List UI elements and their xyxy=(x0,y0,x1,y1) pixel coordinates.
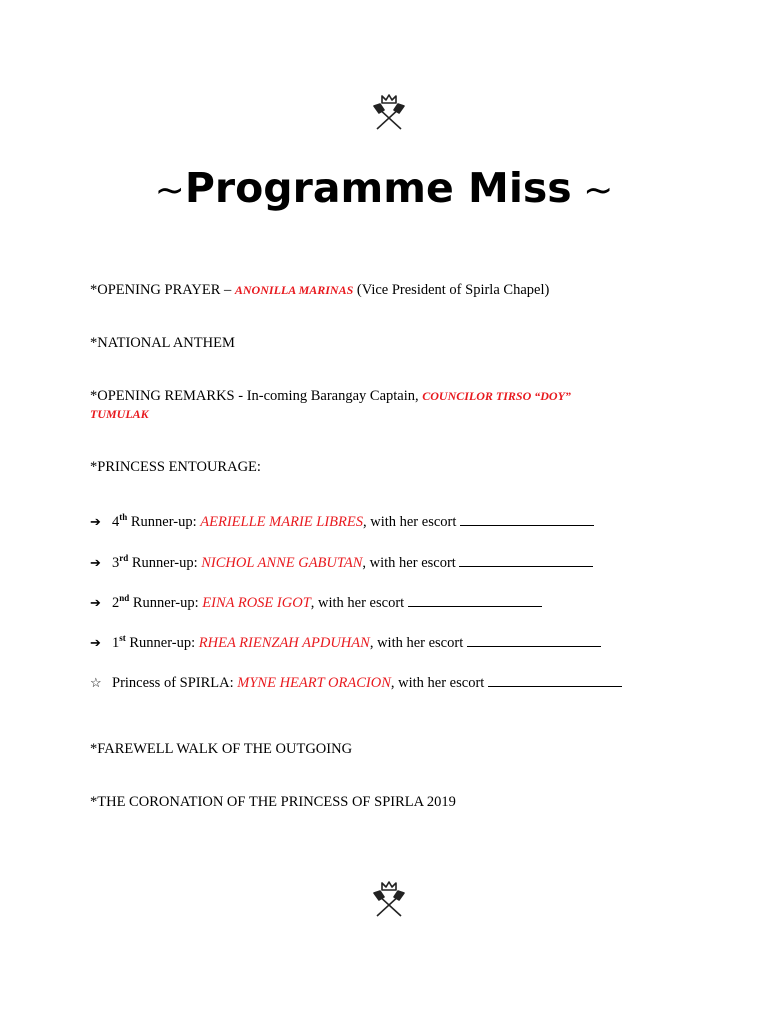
crown-crossed-axes-icon xyxy=(369,880,409,920)
contestant-name: MYNE HEART ORACION xyxy=(237,675,391,691)
entourage-row xyxy=(90,553,593,572)
arrow-bullet-icon: ➔ xyxy=(90,594,101,610)
farewell-walk-line: *FAREWELL WALK OF THE OUTGOING xyxy=(90,741,353,757)
contestant-name: RHEA RIENZAH APDUHAN xyxy=(198,634,370,651)
rank-number: 1 xyxy=(112,634,120,651)
escort-blank xyxy=(459,554,593,567)
crown-crossed-axes-icon xyxy=(369,93,409,133)
opening-prayer-label: *OPENING PRAYER – xyxy=(90,282,235,298)
page-title xyxy=(0,164,768,212)
title-text: Programme Miss xyxy=(184,164,572,212)
escort-blank xyxy=(488,674,622,687)
opening-remarks-line xyxy=(90,388,571,405)
rank-label: Princess of SPIRLA: xyxy=(112,675,238,691)
escort-label: , with her escort xyxy=(362,554,460,571)
rank-label: Runner-up: xyxy=(127,513,201,530)
arrow-bullet-icon: ➔ xyxy=(90,554,101,570)
entourage-row xyxy=(90,593,542,612)
rank-suffix: st xyxy=(119,633,126,643)
arrow-bullet-icon: ➔ xyxy=(90,634,101,650)
escort-label: , with her escort xyxy=(369,634,467,651)
rank-number: 3 xyxy=(112,554,120,571)
opening-prayer-name: ANONILLA MARINAS xyxy=(234,283,354,297)
opening-remarks-line-2 xyxy=(90,406,149,423)
rank-number: 4 xyxy=(112,513,120,530)
opening-remarks-name: COUNCILOR TIRSO “DOY” xyxy=(422,389,571,403)
entourage-row xyxy=(90,633,601,652)
escort-label: , with her escort xyxy=(310,594,408,611)
arrow-bullet-icon: ➔ xyxy=(90,513,101,529)
star-bullet-icon: ☆ xyxy=(90,675,102,690)
entourage-row-princess xyxy=(90,674,622,692)
national-anthem-line: *NATIONAL ANTHEM xyxy=(90,335,235,351)
opening-prayer-note: (Vice President of Spirla Chapel) xyxy=(353,282,550,298)
opening-remarks-name-cont: TUMULAK xyxy=(90,407,149,421)
rank-label: Runner-up: xyxy=(129,594,203,611)
contestant-name: EINA ROSE IGOT xyxy=(202,594,311,611)
rank-number: 2 xyxy=(112,594,120,611)
rank-suffix: nd xyxy=(119,593,130,603)
escort-label: , with her escort xyxy=(390,675,488,691)
opening-prayer-line xyxy=(90,282,549,299)
princess-entourage-heading: *PRINCESS ENTOURAGE: xyxy=(90,459,261,475)
rank-suffix: rd xyxy=(119,553,129,563)
contestant-name: NICHOL ANNE GABUTAN xyxy=(201,554,363,571)
escort-label: , with her escort xyxy=(362,513,461,530)
escort-blank xyxy=(467,634,601,647)
escort-blank xyxy=(408,594,542,607)
title-suffix: ~ xyxy=(571,170,614,211)
title-prefix: ~ xyxy=(154,170,185,211)
rank-label: Runner-up: xyxy=(128,554,202,571)
rank-suffix: th xyxy=(119,512,128,522)
entourage-row xyxy=(90,512,594,531)
escort-blank xyxy=(460,513,594,526)
coronation-line: *THE CORONATION OF THE PRINCESS OF SPIRLA 2019 xyxy=(90,794,456,810)
contestant-name: AERIELLE MARIE LIBRES xyxy=(200,513,363,530)
opening-remarks-label: *OPENING REMARKS - In-coming Barangay Captain, xyxy=(90,388,423,404)
rank-label: Runner-up: xyxy=(125,634,199,651)
